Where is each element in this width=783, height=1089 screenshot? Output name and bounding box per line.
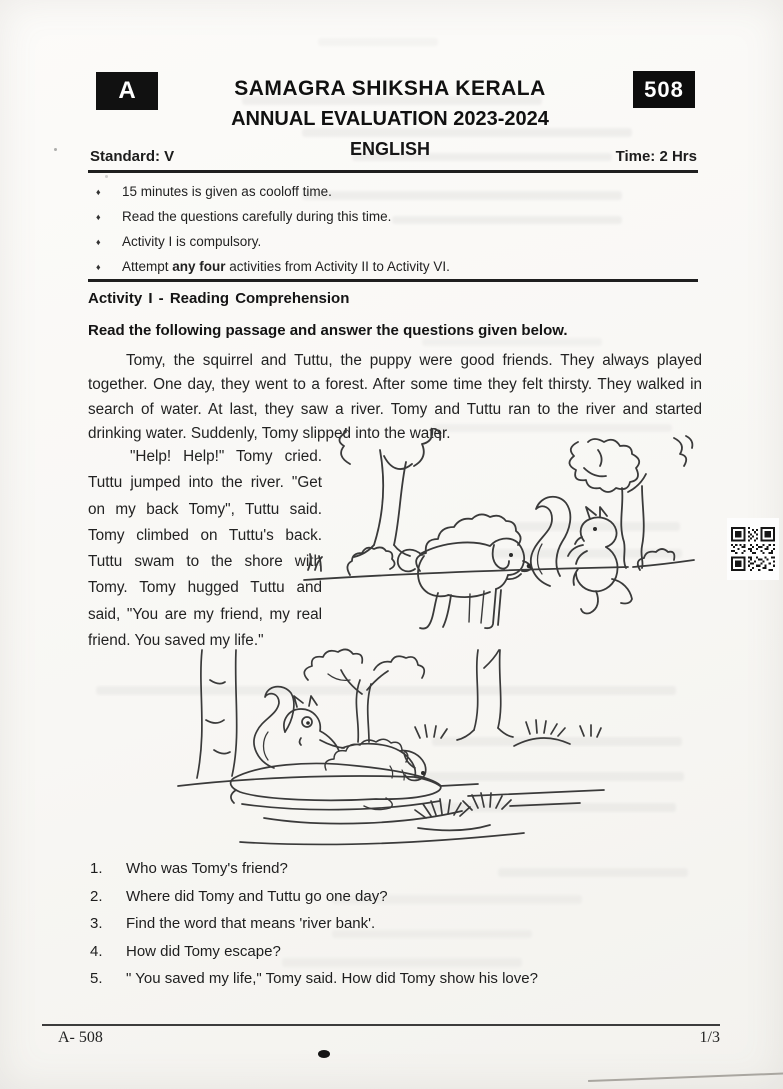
question-number: 2. (90, 887, 103, 905)
qr-code (727, 518, 779, 580)
instruction-text: 15 minutes is given as cooloff time. (122, 184, 332, 199)
page-edge-shadow (588, 1072, 783, 1082)
instruction-text: Activity I is compulsory. (122, 234, 262, 249)
river-rescue-illustration (176, 648, 608, 856)
exam-set-badge: A (96, 72, 158, 110)
instruction-text: Read the questions carefully during this time. (122, 209, 392, 224)
footer-divider (42, 1024, 720, 1026)
question-number: 1. (90, 860, 103, 877)
question-text: Where did Tomy and Tuttu go one day? (126, 887, 388, 905)
question-list (90, 860, 698, 998)
bullet-icon: ♦ (96, 262, 101, 272)
time-label: Time: 2 Hrs (615, 148, 697, 165)
instruction-item (88, 230, 698, 255)
general-instructions (88, 180, 698, 280)
instruction-item (88, 205, 698, 230)
question-text: " You saved my life," Tomy said. How did Tomy show his love? (126, 970, 538, 987)
forest-walk-illustration (288, 428, 698, 656)
passage-paragraph-2: "Help! Help!" Tomy cried. Tuttu jumped into the river. "Get on my back Tomy", Tuttu said. Tomy climbed on Tuttu's back. Tuttu swam to the shore with Tomy. Tomy hugged Tuttu and said, "You are my friend, my real friend. You saved my life." (88, 448, 322, 650)
footer-page-number: 1/3 (699, 1029, 720, 1046)
bullet-icon: ♦ (96, 212, 101, 222)
question-text: Find the word that means 'river bank'. (126, 915, 376, 932)
exam-title: ANNUAL EVALUATION 2023-2024 (231, 108, 549, 130)
question-number: 5. (90, 970, 103, 987)
paper-code-badge: 508 (633, 71, 695, 108)
question-number: 3. (90, 915, 103, 932)
header-divider (88, 170, 698, 173)
question-item (90, 915, 698, 933)
bleed-through-artifact (318, 38, 438, 46)
activity-heading: Activity I - Reading Comprehension (88, 290, 350, 307)
bleed-through-artifact (422, 338, 602, 346)
activity-direction: Read the following passage and answer the questions given below. (88, 322, 568, 339)
question-item (90, 943, 698, 961)
instruction-text (122, 259, 450, 274)
instruction-item (88, 255, 698, 280)
scan-speck (105, 175, 108, 178)
question-item (90, 860, 698, 878)
question-number: 4. (90, 942, 103, 960)
scan-speck (54, 148, 57, 151)
instruction-text-part: activities from Activity II to Activity VI. (225, 259, 450, 274)
instruction-text-bold: any four (172, 259, 226, 274)
instructions-divider (88, 279, 698, 282)
bullet-icon: ♦ (96, 237, 101, 247)
bullet-icon: ♦ (96, 187, 101, 197)
standard-label: Standard: V (90, 148, 175, 165)
question-text: Who was Tomy's friend? (126, 860, 288, 877)
ink-dot-artifact (318, 1050, 330, 1058)
question-item (90, 970, 698, 988)
organization-title: SAMAGRA SHIKSHA KERALA (234, 77, 546, 100)
question-text: How did Tomy escape? (126, 942, 281, 960)
question-item (90, 888, 698, 906)
instruction-item (88, 180, 698, 205)
subject-title: ENGLISH (349, 139, 430, 159)
passage-paragraph-1: Tomy, the squirrel and Tuttu, the puppy were good friends. They always played together. One day, they went to a forest. After some time they felt thirsty. They walked in search of water. At last, they saw a river. Tomy and Tuttu ran to the river and started drinking water. Suddenly, Tomy slipped into the water. (88, 352, 702, 443)
instruction-text-part: Attempt (122, 259, 173, 274)
footer-paper-code: A- 508 (58, 1029, 103, 1046)
